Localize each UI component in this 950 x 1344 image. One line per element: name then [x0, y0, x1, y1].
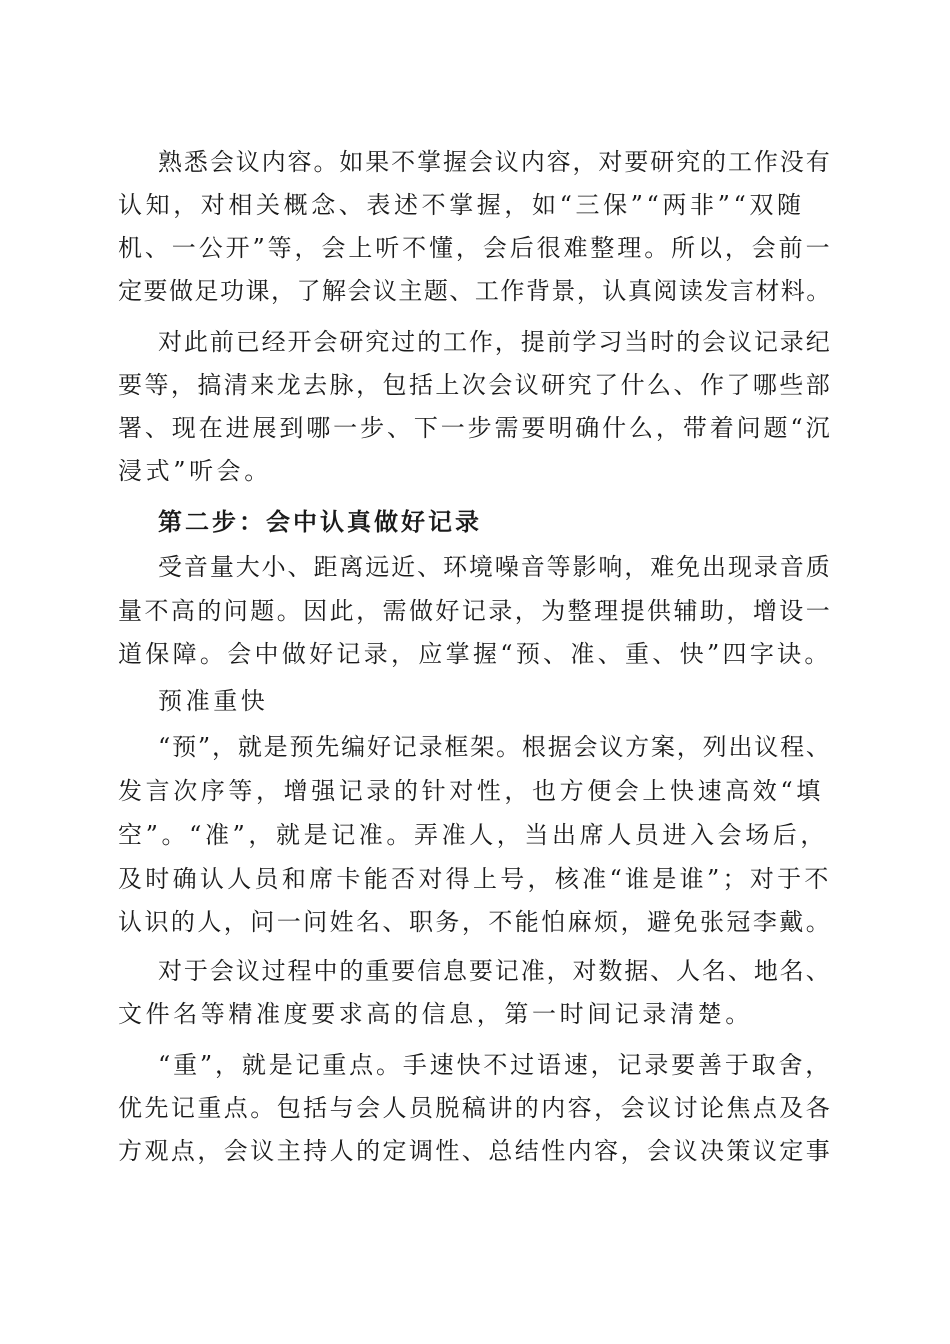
- paragraph-line: 方观点，会议主持人的定调性、总结性内容，会议决策议定事: [118, 1137, 833, 1165]
- paragraph-line: 对于会议过程中的重要信息要记准，对数据、人名、地名、: [158, 957, 832, 985]
- section-heading: 第二步：会中认真做好记录: [158, 507, 482, 536]
- subheading: 预准重快: [158, 687, 269, 715]
- paragraph-line: 认知，对相关概念、表述不掌握，如“三保”“两非”“双随: [118, 191, 805, 219]
- paragraph-line: 对此前已经开会研究过的工作，提前学习当时的会议记录纪: [158, 328, 832, 356]
- paragraph-line: 定要做足功课，了解会议主题、工作背景，认真阅读发言材料。: [118, 277, 832, 305]
- paragraph-line: 及时确认人员和席卡能否对得上号，核准“谁是谁”；对于不: [118, 865, 832, 893]
- paragraph-line: 认识的人，问一问姓名、职务，不能怕麻烦，避免张冠李戴。: [118, 908, 833, 936]
- paragraph-line: “重”，就是记重点。手速快不过语速，记录要善于取舍，: [158, 1051, 833, 1079]
- paragraph-line: 机、一公开”等，会上听不懂，会后很难整理。所以，会前一: [118, 234, 833, 262]
- paragraph-line: 发言次序等，增强记录的针对性，也方便会上快速高效“填: [118, 777, 824, 805]
- paragraph-line: 优先记重点。包括与会人员脱稿讲的内容，会议讨论焦点及各: [118, 1094, 833, 1122]
- paragraph-line: 道保障。会中做好记录，应掌握“预、准、重、快”四字诀。: [118, 640, 832, 668]
- paragraph-line: 浸式”听会。: [118, 457, 272, 485]
- paragraph-line: 文件名等精准度要求高的信息，第一时间记录清楚。: [118, 1000, 753, 1028]
- paragraph-line: “预”，就是预先编好记录框架。根据会议方案，列出议程、: [158, 733, 832, 761]
- paragraph-line: 署、现在进展到哪一步、下一步需要明确什么，带着问题“沉: [118, 414, 833, 442]
- paragraph-line: 受音量大小、距离远近、环境噪音等影响，难免出现录音质: [158, 553, 832, 581]
- paragraph-line: 量不高的问题。因此，需做好记录，为整理提供辅助，增设一: [118, 597, 833, 625]
- paragraph-line: 要等，搞清来龙去脉，包括上次会议研究了什么、作了哪些部: [118, 371, 833, 399]
- paragraph-line: 空”。“准”，就是记准。弄准人，当出席人员进入会场后，: [118, 821, 829, 849]
- paragraph-line: 熟悉会议内容。如果不掌握会议内容，对要研究的工作没有: [158, 148, 832, 176]
